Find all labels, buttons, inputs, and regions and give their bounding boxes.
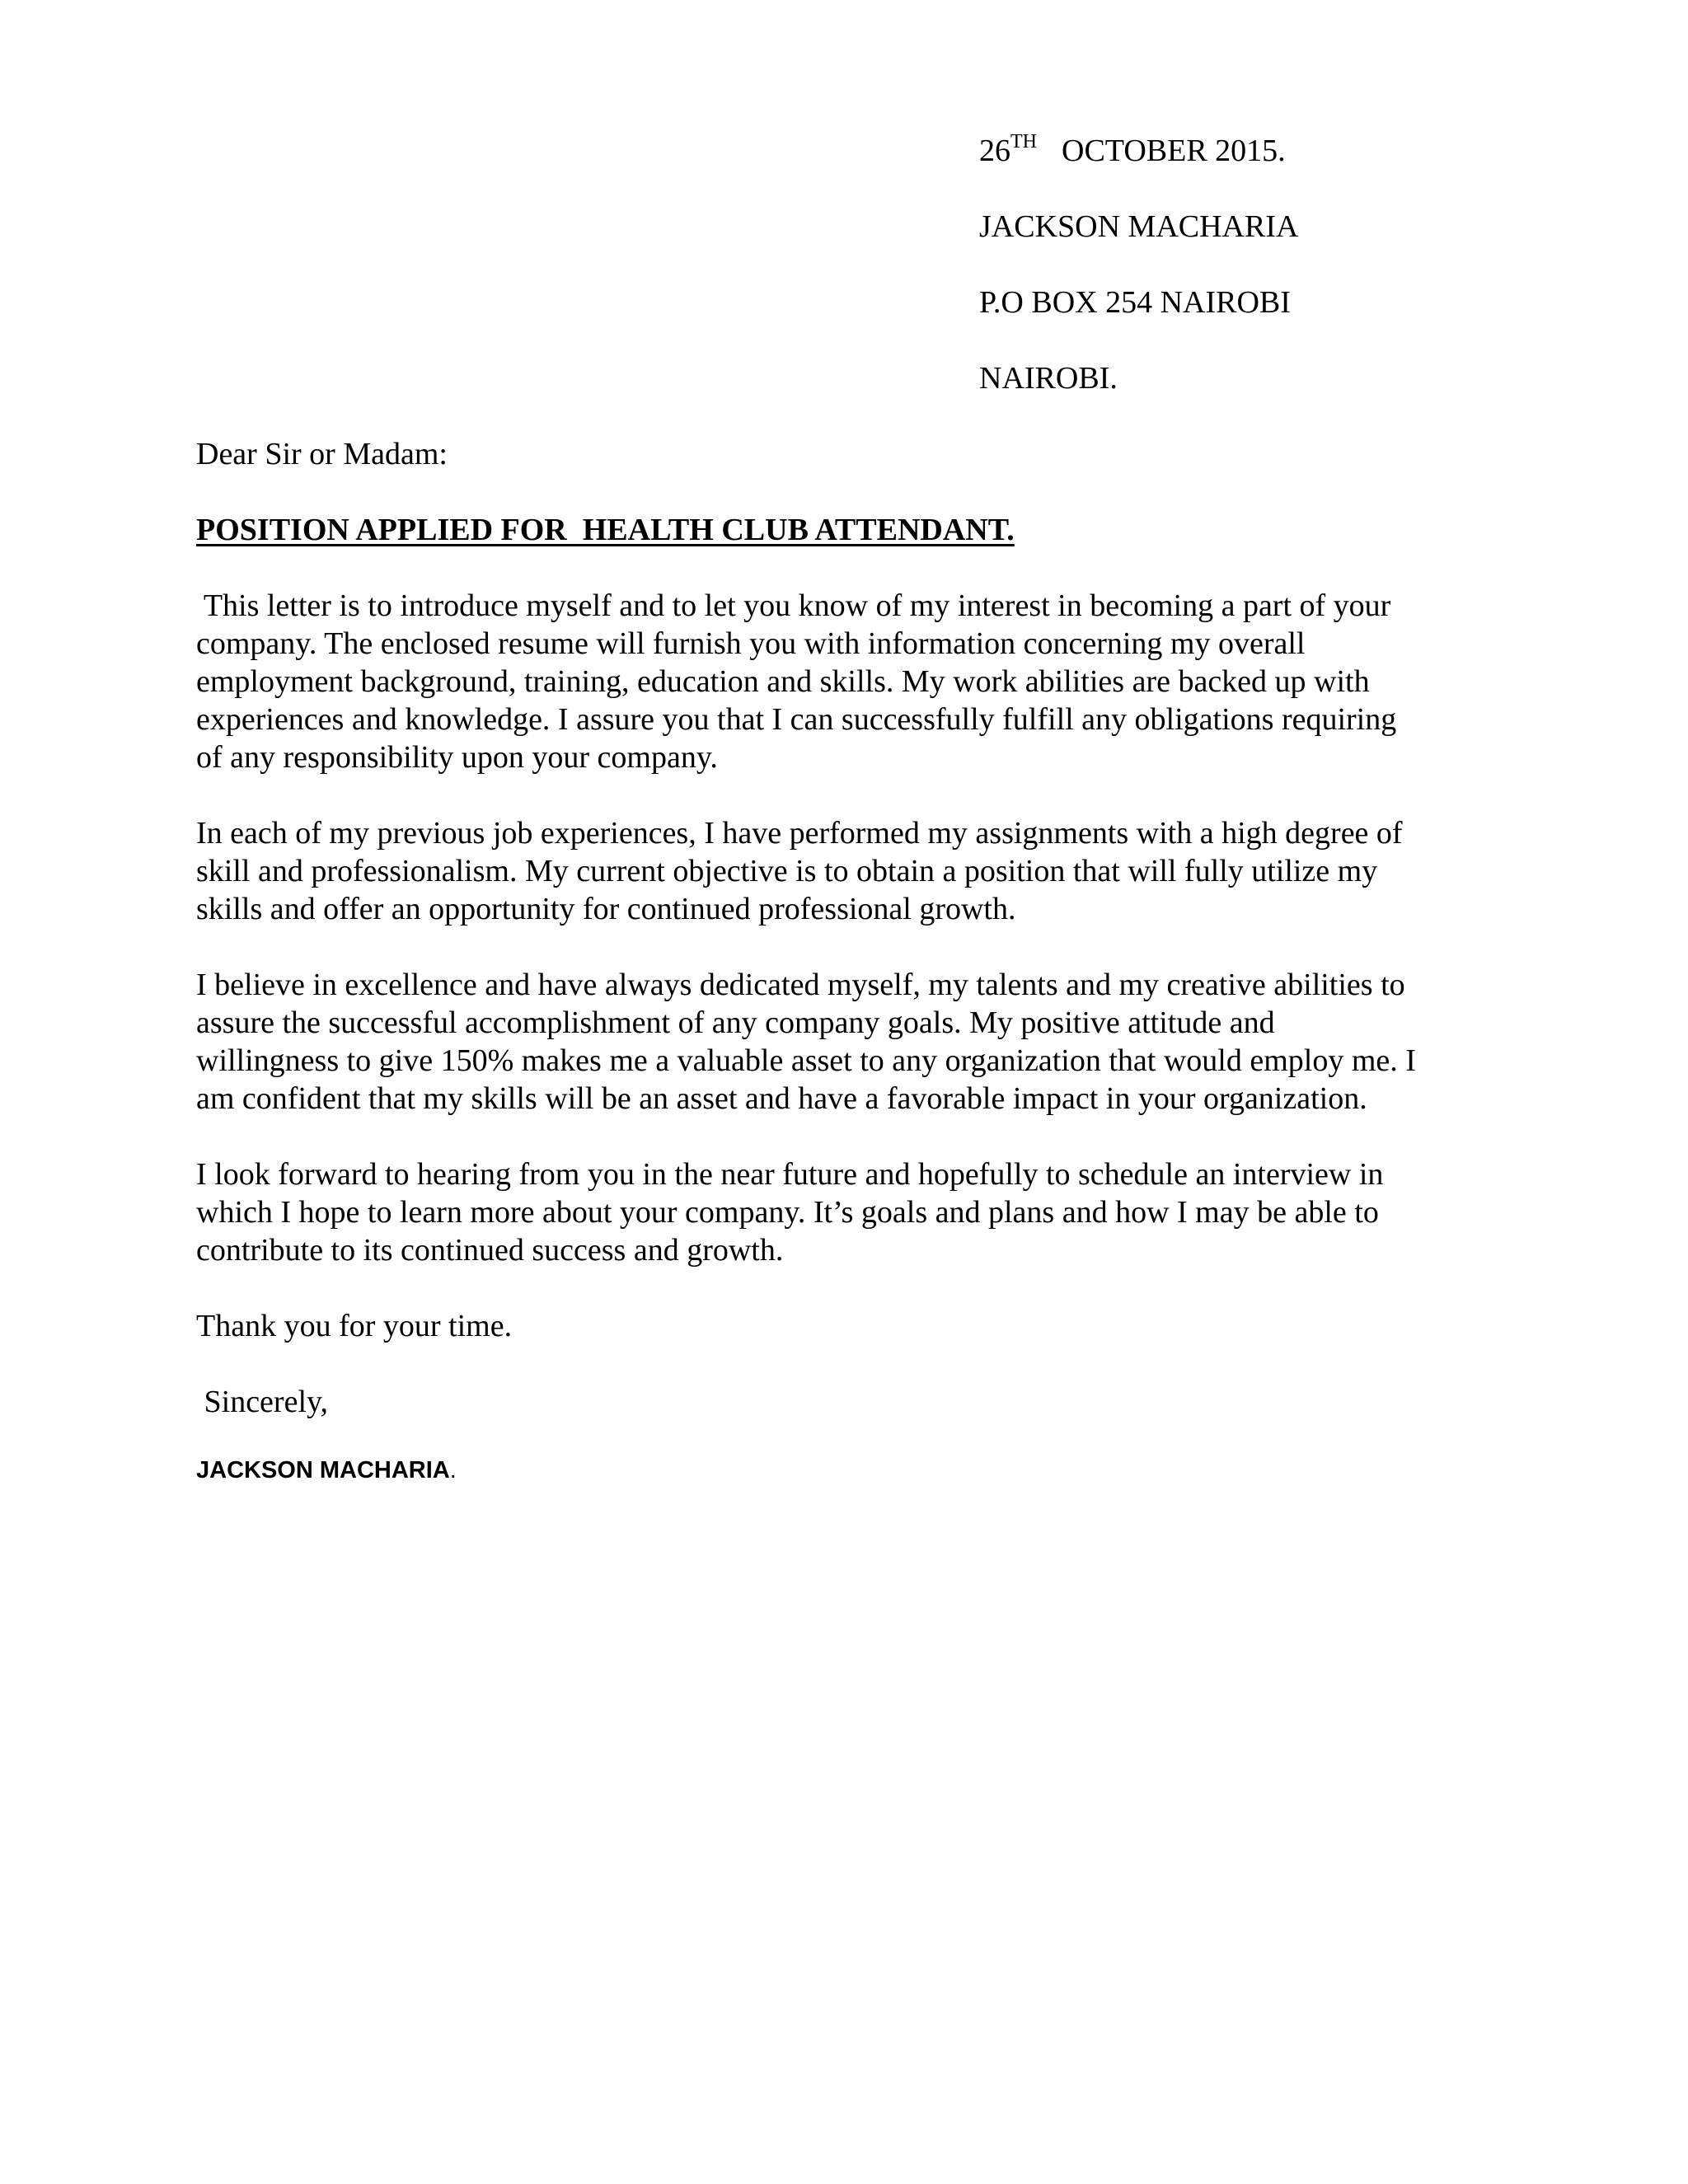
paragraph-line: contribute to its continued success and growth. xyxy=(196,1233,784,1268)
paragraph-line: experiences and knowledge. I assure you that I can successfully fulfill any obligations requiring xyxy=(196,702,1397,737)
subject-line: POSITION APPLIED FOR HEALTH CLUB ATTENDANT. xyxy=(196,513,1015,547)
paragraph-line: assure the successful accomplishment of any company goals. My positive attitude and xyxy=(196,1005,1275,1040)
paragraph-intro xyxy=(196,587,1396,776)
salutation: Dear Sir or Madam: xyxy=(196,437,448,471)
paragraph-line: am confident that my skills will be an asset and have a favorable impact in your organization. xyxy=(196,1081,1367,1116)
paragraph-line: of any responsibility upon your company. xyxy=(196,740,718,775)
paragraph-line: employment background, training, education and skills. My work abilities are backed up with xyxy=(196,664,1370,699)
signature-period: . xyxy=(449,1457,457,1483)
paragraph-line: skill and professionalism. My current objective is to obtain a position that will fully utilize my xyxy=(196,854,1378,888)
sender-city: NAIROBI. xyxy=(979,361,1118,396)
paragraph-line: This letter is to introduce myself and to let you know of my interest in becoming a part of your xyxy=(196,588,1391,623)
letter-date xyxy=(979,132,1286,174)
sender-address: P.O BOX 254 NAIROBI xyxy=(979,285,1291,320)
closing-line: Sincerely, xyxy=(196,1385,329,1419)
date-suffix: TH xyxy=(1010,131,1037,152)
paragraph-line: skills and offer an opportunity for continued professional growth. xyxy=(196,892,1016,926)
paragraph-line: willingness to give 150% makes me a valuable asset to any organization that would employ me. I xyxy=(196,1043,1416,1078)
paragraph-line: I look forward to hearing from you in the near future and hopefully to schedule an interview in xyxy=(196,1157,1384,1192)
date-day: 26 xyxy=(979,134,1010,168)
sender-name: JACKSON MACHARIA xyxy=(979,209,1299,244)
paragraph-line: company. The enclosed resume will furnish you with information concerning my overall xyxy=(196,626,1306,661)
paragraph-closing xyxy=(196,1155,1383,1269)
paragraph-excellence xyxy=(196,966,1416,1118)
signature-name-text: JACKSON MACHARIA xyxy=(196,1457,450,1483)
paragraph-line: which I hope to learn more about your company. It’s goals and plans and how I may be able to xyxy=(196,1195,1379,1230)
paragraph-line: In each of my previous job experiences, I have performed my assignments with a high degree of xyxy=(196,816,1403,851)
paragraph-experience xyxy=(196,814,1403,928)
signature-name xyxy=(196,1454,457,1487)
date-month-year: OCTOBER 2015. xyxy=(1062,134,1286,168)
paragraph-line: I believe in excellence and have always dedicated myself, my talents and my creative abilities to xyxy=(196,968,1405,1002)
thanks-line: Thank you for your time. xyxy=(196,1309,513,1343)
